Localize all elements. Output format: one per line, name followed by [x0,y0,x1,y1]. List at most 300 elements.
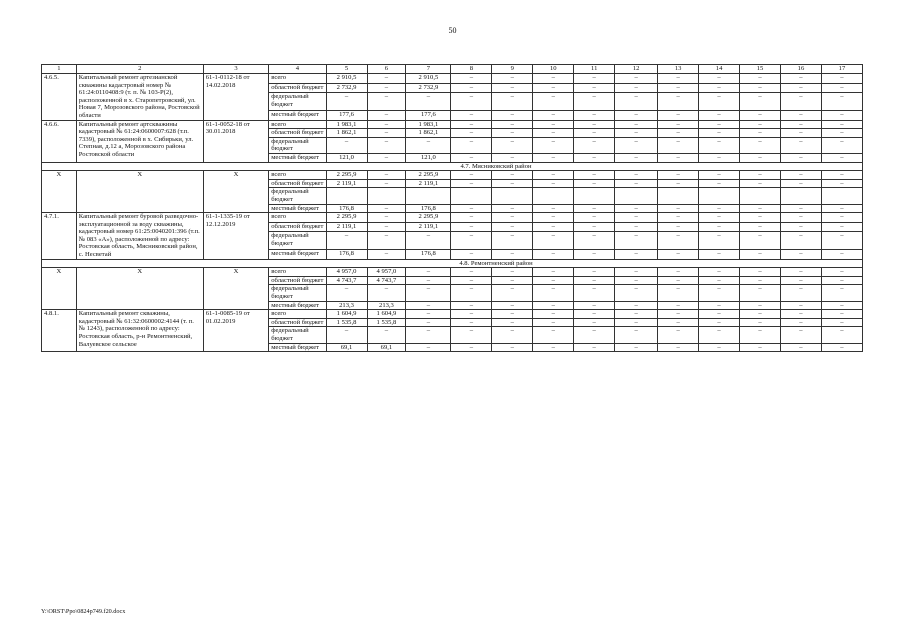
amount-cell: – [699,301,740,310]
amount-cell: – [780,83,821,93]
amount-cell: – [780,153,821,162]
amount-cell: – [615,310,658,319]
amount-cell: – [574,137,615,153]
amount-cell: – [533,276,574,285]
amount-cell: – [740,268,781,277]
funding-source: федеральный бюджет [269,232,326,250]
amount-cell: – [780,250,821,260]
item-document: 61-1-0085-19 от 01.02.2019 [203,310,269,352]
amount-cell [699,188,740,204]
amount-cell: – [406,301,451,310]
amount-cell: – [451,111,492,121]
amount-cell: 213,3 [367,301,406,310]
amount-cell: – [821,276,862,285]
item-document: Х [203,171,269,213]
amount-cell: – [821,343,862,352]
amount-cell: – [740,318,781,327]
funding-source: всего [269,74,326,84]
file-path-footer: Y:\ORST\Ppo\0824p749.f20.docx [41,608,126,615]
amount-cell: – [699,93,740,111]
amount-cell: – [451,204,492,213]
amount-cell: – [821,250,862,260]
amount-cell: – [740,74,781,84]
amount-cell: – [533,213,574,223]
funding-source: федеральный бюджет [269,285,326,301]
funding-source: всего [269,213,326,223]
amount-cell: – [821,222,862,232]
section-row [42,259,863,268]
amount-cell [533,188,574,204]
amount-cell: – [533,179,574,188]
funding-source: федеральный бюджет [269,137,326,153]
amount-cell: – [451,129,492,138]
amount-cell: – [740,327,781,343]
amount-cell: 69,1 [326,343,367,352]
amount-cell: – [406,93,451,111]
amount-cell: – [658,74,699,84]
amount-cell: – [615,222,658,232]
amount-cell: – [451,120,492,129]
amount-cell: – [780,129,821,138]
amount-cell [492,188,533,204]
amount-cell: – [740,204,781,213]
amount-cell: 121,0 [326,153,367,162]
funding-source: областной бюджет [269,129,326,138]
amount-cell: – [451,179,492,188]
funding-source: местный бюджет [269,153,326,162]
amount-cell: – [615,327,658,343]
amount-cell: 1 862,1 [406,129,451,138]
item-description: Х [76,268,203,310]
amount-cell: – [821,179,862,188]
amount-cell: – [740,276,781,285]
item-document: 61-1-0112-18 от 14.02.2018 [203,74,269,121]
amount-cell: – [574,74,615,84]
table-row [42,268,863,277]
column-number: 17 [821,65,862,74]
amount-cell: – [780,276,821,285]
amount-cell: 1 983,1 [406,120,451,129]
amount-cell: – [492,171,533,180]
amount-cell: – [367,171,406,180]
amount-cell: – [574,83,615,93]
amount-cell: – [658,327,699,343]
amount-cell: – [615,276,658,285]
amount-cell: – [780,327,821,343]
amount-cell: 213,3 [326,301,367,310]
amount-cell: – [821,153,862,162]
funding-source: областной бюджет [269,83,326,93]
amount-cell: – [699,276,740,285]
amount-cell: – [533,301,574,310]
amount-cell: – [574,276,615,285]
amount-cell: – [574,171,615,180]
funding-source: местный бюджет [269,343,326,352]
amount-cell: – [492,93,533,111]
amount-cell: – [615,179,658,188]
item-document: 61-1-0052-18 от 30.01.2018 [203,120,269,162]
amount-cell: – [492,153,533,162]
amount-cell: – [658,318,699,327]
amount-cell: – [740,310,781,319]
amount-cell: – [615,318,658,327]
amount-cell: – [821,301,862,310]
column-number: 13 [658,65,699,74]
amount-cell: 2 910,5 [326,74,367,84]
amount-cell: – [574,327,615,343]
item-description: Капитальный ремонт скважины, кадастровый № 61:32:0600002:4144 (т. п. № 1243), расположенной по адресу: Ростовская область, р-н Ремонтненский, Валуевское сельское [76,310,203,352]
amount-cell: – [780,222,821,232]
amount-cell: – [533,250,574,260]
amount-cell: – [326,327,367,343]
amount-cell: – [699,343,740,352]
amount-cell: – [451,327,492,343]
item-document: 61-1-1335-19 от 12.12.2019 [203,213,269,260]
column-number: 8 [451,65,492,74]
item-number: 4.8.1. [42,310,77,352]
funding-source: областной бюджет [269,179,326,188]
table-row [42,171,863,180]
item-number: Х [42,171,77,213]
amount-cell: – [326,93,367,111]
amount-cell: – [821,327,862,343]
amount-cell [574,188,615,204]
column-number: 15 [740,65,781,74]
amount-cell: – [658,276,699,285]
amount-cell: 177,6 [406,111,451,121]
amount-cell: – [615,343,658,352]
amount-cell: – [780,93,821,111]
amount-cell: – [780,310,821,319]
amount-cell: – [367,93,406,111]
amount-cell: – [780,204,821,213]
amount-cell: – [740,93,781,111]
amount-cell: 121,0 [406,153,451,162]
funding-source: местный бюджет [269,250,326,260]
amount-cell: – [451,83,492,93]
amount-cell: – [740,301,781,310]
amount-cell: – [821,232,862,250]
amount-cell: – [658,310,699,319]
amount-cell: – [451,285,492,301]
amount-cell: – [615,268,658,277]
amount-cell: – [574,301,615,310]
amount-cell: 1 862,1 [326,129,367,138]
amount-cell: – [326,285,367,301]
amount-cell: – [406,343,451,352]
column-number: 2 [76,65,203,74]
amount-cell: – [533,310,574,319]
amount-cell: – [615,129,658,138]
amount-cell: – [533,171,574,180]
amount-cell: – [699,232,740,250]
amount-cell: – [492,111,533,121]
column-number: 10 [533,65,574,74]
amount-cell: – [492,137,533,153]
amount-cell: – [574,120,615,129]
amount-cell: – [658,171,699,180]
amount-cell: 176,8 [326,204,367,213]
page-number: 50 [448,26,457,35]
amount-cell: – [492,318,533,327]
amount-cell: – [451,222,492,232]
amount-cell: – [492,285,533,301]
amount-cell: – [533,343,574,352]
column-number: 5 [326,65,367,74]
amount-cell: – [574,93,615,111]
amount-cell [367,188,406,204]
amount-cell: 4 957,0 [367,268,406,277]
amount-cell: – [451,74,492,84]
amount-cell: – [658,137,699,153]
amount-cell: – [740,129,781,138]
funding-source: областной бюджет [269,276,326,285]
amount-cell: 2 119,1 [406,222,451,232]
amount-cell: – [406,137,451,153]
amount-cell: – [699,171,740,180]
amount-cell: – [780,120,821,129]
amount-cell: – [658,250,699,260]
amount-cell: – [367,232,406,250]
amount-cell: – [451,93,492,111]
amount-cell: – [740,179,781,188]
item-number: 4.7.1. [42,213,77,260]
amount-cell: – [615,213,658,223]
amount-cell: – [406,318,451,327]
amount-cell: – [533,93,574,111]
amount-cell: – [740,153,781,162]
amount-cell: – [492,310,533,319]
amount-cell: 2 295,9 [326,171,367,180]
amount-cell: – [740,222,781,232]
amount-cell: – [821,285,862,301]
amount-cell: 2 119,1 [406,179,451,188]
amount-cell: – [821,111,862,121]
column-number: 12 [615,65,658,74]
amount-cell: 2 295,9 [326,213,367,223]
item-description: Капитальный ремонт артскважины кадастровый № 61:24:0600007:628 (т.п. 7339), расположенной в х. Сибирьки, ул. Степная, д.12 а, Морозовского района Ростовской области [76,120,203,162]
item-description: Капитальный ремонт артезианской скважины кадастровый номер № 61:24:0110408:9 (т. п. № 103-Р(2), расположенной в х. Старопетровский, ул. Новая 7, Морозовского района, Ростовской области [76,74,203,121]
table-row [42,213,863,223]
column-number: 3 [203,65,269,74]
column-number: 16 [780,65,821,74]
amount-cell: – [533,232,574,250]
amount-cell [821,188,862,204]
amount-cell: – [492,268,533,277]
amount-cell: – [492,222,533,232]
amount-cell [615,188,658,204]
amount-cell: – [780,318,821,327]
amount-cell: – [658,204,699,213]
amount-cell: – [406,327,451,343]
amount-cell: – [821,74,862,84]
amount-cell: – [658,120,699,129]
amount-cell: – [533,120,574,129]
amount-cell: – [533,129,574,138]
amount-cell: – [492,213,533,223]
amount-cell [406,188,451,204]
amount-cell: – [615,204,658,213]
amount-cell: – [533,327,574,343]
amount-cell: – [821,310,862,319]
amount-cell: – [492,179,533,188]
amount-cell: – [699,153,740,162]
amount-cell [740,188,781,204]
amount-cell: – [451,318,492,327]
amount-cell: – [406,285,451,301]
amount-cell: – [699,111,740,121]
amount-cell: – [574,153,615,162]
amount-cell: 2 295,9 [406,213,451,223]
amount-cell: – [699,310,740,319]
column-number: 14 [699,65,740,74]
amount-cell: 176,8 [406,250,451,260]
amount-cell: 2 295,9 [406,171,451,180]
amount-cell: – [821,318,862,327]
amount-cell: – [574,222,615,232]
amount-cell [658,188,699,204]
amount-cell: 1 604,9 [367,310,406,319]
amount-cell: – [821,129,862,138]
amount-cell: – [367,83,406,93]
amount-cell: – [406,310,451,319]
table-row [42,310,863,319]
amount-cell: 2 732,9 [326,83,367,93]
amount-cell: – [367,74,406,84]
amount-cell: – [533,111,574,121]
amount-cell: – [406,268,451,277]
amount-cell: 2 119,1 [326,179,367,188]
item-number: Х [42,268,77,310]
amount-cell: – [658,343,699,352]
amount-cell: 69,1 [367,343,406,352]
amount-cell: – [574,310,615,319]
amount-cell: – [699,285,740,301]
amount-cell: – [451,343,492,352]
amount-cell: 4 743,7 [326,276,367,285]
amount-cell: – [367,129,406,138]
amount-cell: – [740,83,781,93]
amount-cell: – [451,153,492,162]
amount-cell: – [615,137,658,153]
amount-cell: – [451,171,492,180]
amount-cell: – [574,250,615,260]
amount-cell: – [533,268,574,277]
amount-cell: – [658,285,699,301]
amount-cell: – [492,301,533,310]
amount-cell: – [658,268,699,277]
amount-cell: – [699,327,740,343]
funding-source: областной бюджет [269,318,326,327]
amount-cell: – [658,301,699,310]
amount-cell: 1 604,9 [326,310,367,319]
amount-cell: – [699,74,740,84]
amount-cell: – [492,276,533,285]
section-title: 4.8. Ремонтненский район [42,259,863,268]
amount-cell: – [533,74,574,84]
amount-cell: – [821,204,862,213]
amount-cell: – [615,83,658,93]
amount-cell [780,188,821,204]
amount-cell: – [615,93,658,111]
amount-cell: – [658,213,699,223]
funding-source: всего [269,268,326,277]
amount-cell: – [451,137,492,153]
column-number: 1 [42,65,77,74]
amount-cell: – [367,222,406,232]
amount-cell: – [406,276,451,285]
amount-cell: – [780,343,821,352]
funding-source: всего [269,120,326,129]
funding-source: местный бюджет [269,301,326,310]
amount-cell: – [451,301,492,310]
amount-cell: – [367,250,406,260]
amount-cell: – [574,268,615,277]
amount-cell: – [533,285,574,301]
amount-cell: – [451,213,492,223]
funding-source: местный бюджет [269,204,326,213]
amount-cell: – [574,111,615,121]
amount-cell [451,188,492,204]
amount-cell: – [658,232,699,250]
amount-cell: – [574,213,615,223]
amount-cell: – [533,204,574,213]
amount-cell: – [699,129,740,138]
amount-cell: – [367,120,406,129]
amount-cell: – [326,232,367,250]
funding-source: федеральный бюджет [269,93,326,111]
amount-cell: – [699,222,740,232]
amount-cell: – [492,83,533,93]
amount-cell: – [533,318,574,327]
amount-cell: – [615,111,658,121]
amount-cell: – [615,74,658,84]
amount-cell: – [492,120,533,129]
amount-cell: – [367,179,406,188]
amount-cell: – [740,137,781,153]
amount-cell: – [821,120,862,129]
amount-cell: – [615,250,658,260]
amount-cell: – [406,232,451,250]
amount-cell: 2 119,1 [326,222,367,232]
amount-cell: – [740,213,781,223]
amount-cell: – [492,343,533,352]
amount-cell: – [367,327,406,343]
amount-cell: – [658,129,699,138]
funding-source: всего [269,171,326,180]
amount-cell: 176,8 [326,250,367,260]
amount-cell: – [533,137,574,153]
amount-cell: – [780,285,821,301]
funding-source: местный бюджет [269,111,326,121]
amount-cell: 2 732,9 [406,83,451,93]
amount-cell: – [492,250,533,260]
amount-cell: – [492,129,533,138]
amount-cell: – [740,111,781,121]
amount-cell: – [658,93,699,111]
amount-cell: 4 957,0 [326,268,367,277]
amount-cell: 1 535,8 [367,318,406,327]
amount-cell: – [615,285,658,301]
amount-cell: – [780,232,821,250]
amount-cell: – [615,301,658,310]
amount-cell: – [658,179,699,188]
column-number-row [42,65,863,74]
amount-cell: – [533,83,574,93]
item-number: 4.6.6. [42,120,77,162]
amount-cell: – [492,74,533,84]
amount-cell: – [821,93,862,111]
